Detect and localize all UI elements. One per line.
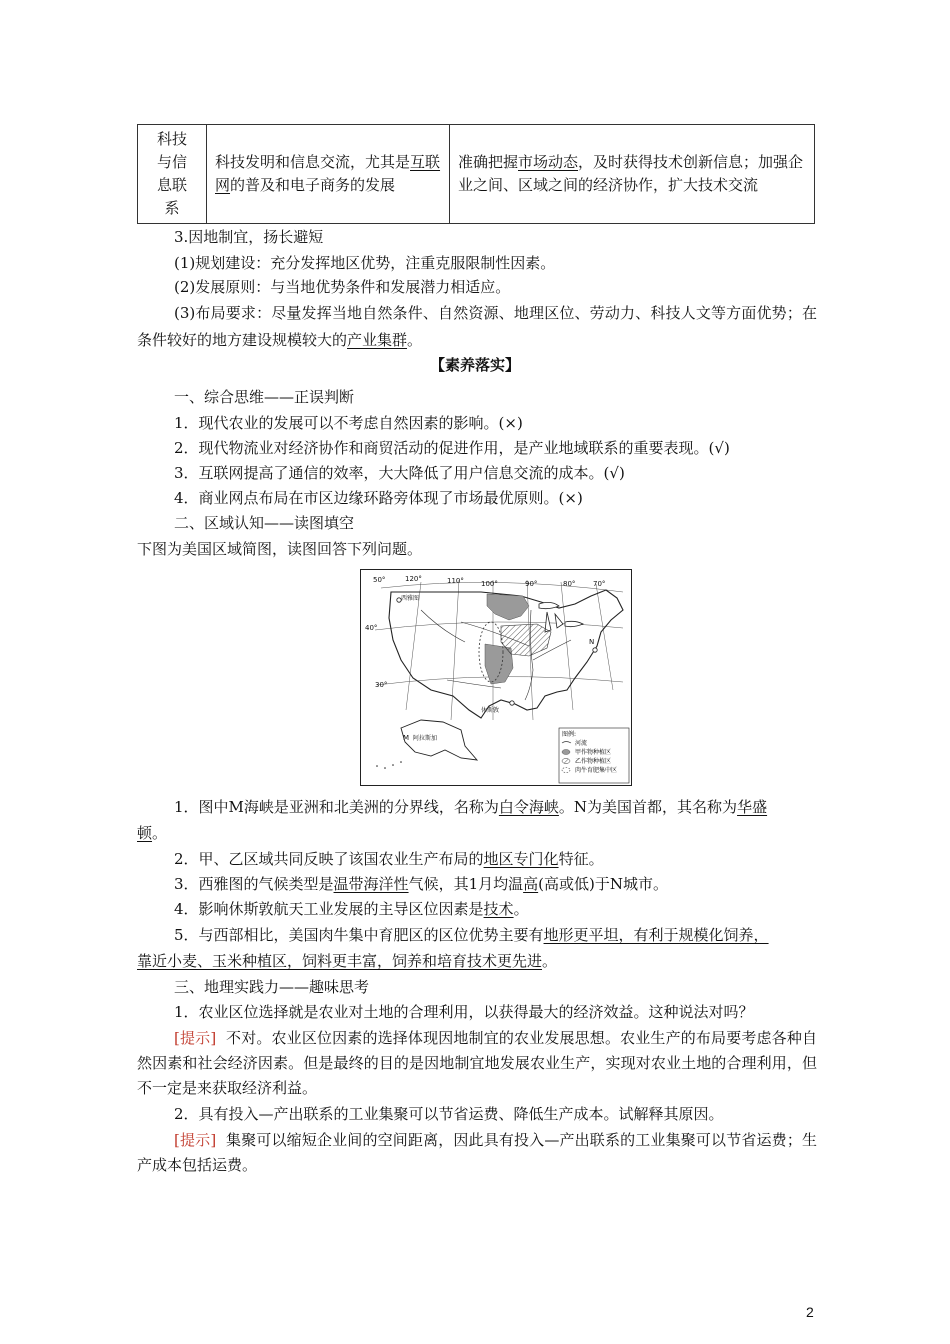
answer-underline: 华盛 xyxy=(737,798,768,816)
answer-underline: 温带海洋性 xyxy=(333,875,409,893)
answer-underline: 顿 xyxy=(137,824,153,842)
req-text: 准确把握 xyxy=(458,153,519,171)
part-title: 二、区域认知——读图填空 xyxy=(174,514,355,532)
text: 。 xyxy=(542,952,558,970)
text: (高或低)于N城市。 xyxy=(538,875,668,893)
table-cell-requirement xyxy=(450,125,815,224)
table-cell-description xyxy=(207,125,450,224)
lon-label: 120° xyxy=(405,575,422,583)
answer-underline: 地形更平坦，有利于规模化饲养， xyxy=(543,926,769,944)
answer-underline: 地区专门化 xyxy=(483,850,559,868)
legend-title: 图例: xyxy=(562,731,577,738)
answer-underline: 高 xyxy=(523,875,539,893)
lon-label: 90° xyxy=(525,580,538,588)
text: 特征。 xyxy=(558,850,604,868)
answer-underline: 技术 xyxy=(483,900,514,918)
judge-item: 1．现代农业的发展可以不考虑自然因素的影响。(×) xyxy=(174,414,523,432)
question xyxy=(137,796,854,818)
city-label-seattle: 西雅图 xyxy=(401,595,420,602)
factor-line: 息联 xyxy=(156,176,187,194)
answer-underline: 靠近小麦、玉米种植区，饲料更丰富，饲养和培育技术更先进 xyxy=(137,952,543,970)
map-legend xyxy=(559,728,629,783)
lon-label: 100° xyxy=(481,580,498,588)
section-header: 【素养落实】 xyxy=(429,356,520,374)
legend-item: 河流 xyxy=(575,740,588,747)
part-title: 一、综合思维——正误判断 xyxy=(174,388,355,406)
text: 气候，其1月均温 xyxy=(408,875,524,893)
text: 。 xyxy=(152,824,168,842)
strait-label-m: M xyxy=(403,734,410,742)
legend-item: 甲作物种植区 xyxy=(575,749,612,756)
answer-underline: 市场动态 xyxy=(518,153,579,171)
crop-b-area xyxy=(501,624,551,656)
table-row xyxy=(138,125,815,224)
text: 。 xyxy=(407,331,423,349)
answer-text: 集聚可以缩短企业间的空间距离，因此具有投入—产出联系的工业集聚可以节省运费；生产成本包括运费。 xyxy=(137,1131,817,1174)
answer-text: 不对。农业区位因素的选择体现因地制宜的农业发展思想。农业生产的布局要考虑各种自然因素和社会经济因素。但是最终的目的是因地制宜地发展农业生产，实现对农业土地的合理利用，但不一定是来获取经济利益。 xyxy=(137,1029,817,1097)
lon-label: 70° xyxy=(593,580,606,588)
factor-table xyxy=(137,124,815,224)
text: 4．影响休斯敦航天工业发展的主导区位因素是 xyxy=(174,900,484,918)
desc-text: 科技发明和信息交流，尤其是 xyxy=(215,153,411,171)
text: 2．甲、乙区域共同反映了该国农业生产布局的 xyxy=(174,850,484,868)
factor-line: 与信 xyxy=(156,153,187,171)
crop-a-area xyxy=(487,594,529,620)
answer-paragraph xyxy=(137,1128,817,1178)
legend-item: 肉牛育肥集中区 xyxy=(575,767,618,774)
text: 。 xyxy=(513,900,529,918)
text: (3)布局要求：尽量发挥当地自然条件、自然资源、地理区位、劳动力、科技人文等方面优势；在条件较好的地方建设规模较大的 xyxy=(137,304,817,349)
hint-label: [提示] xyxy=(174,1131,217,1149)
capital-label-n: N xyxy=(589,638,595,646)
islands xyxy=(376,761,402,769)
text: 5．与西部相比，美国肉牛集中育肥区的区位优势主要有 xyxy=(174,926,544,944)
section-title: 3.因地制宜，扬长避短 xyxy=(174,228,324,246)
judge-item: 4．商业网点布局在市区边缘环路旁体现了市场最优原则。(×) xyxy=(174,489,583,507)
answer-underline: 白令海峡 xyxy=(498,798,559,816)
factor-line: 系 xyxy=(164,199,180,217)
hint-label: [提示] xyxy=(174,1029,217,1047)
text: 。N为美国首都，其名称为 xyxy=(558,798,738,816)
question xyxy=(137,873,854,895)
judge-item: 3．互联网提高了通信的效率，大大降低了用户信息交流的成本。(√) xyxy=(174,464,625,482)
paragraph: (1)规划建设：充分发挥地区优势，注重克服限制性因素。 xyxy=(174,254,556,272)
question xyxy=(137,924,854,946)
lat-label: 50° xyxy=(373,576,386,584)
question: 1．农业区位选择就是农业对土地的合理利用，以获得最大的经济效益。这种说法对吗？ xyxy=(174,1003,754,1021)
paragraph xyxy=(137,300,817,354)
city-label-houston: 休斯敦 xyxy=(481,707,500,714)
answer-paragraph xyxy=(137,1026,817,1101)
lon-label: 80° xyxy=(563,580,576,588)
paragraph: (2)发展原则：与当地优势条件和发展潜力相适应。 xyxy=(174,278,511,296)
page-number: 2 xyxy=(806,1304,814,1320)
question-cont xyxy=(137,950,817,972)
text: 3．西雅图的气候类型是 xyxy=(174,875,334,893)
lat-label: 40° xyxy=(365,624,378,632)
question-cont xyxy=(137,822,817,844)
desc-text: 的普及和电子商务的发展 xyxy=(230,176,396,194)
factor-line: 科技 xyxy=(156,130,187,148)
req-text: ，及时获得技术创新信息；加强企业之间、区域之间的经济协作，扩大技术交流 xyxy=(458,153,804,194)
answer-underline: 产业集群 xyxy=(347,331,408,349)
text: 1．图中M海峡是亚洲和北美洲的分界线，名称为 xyxy=(174,798,499,816)
intro: 下图为美国区域简图，读图回答下列问题。 xyxy=(137,540,423,558)
question xyxy=(137,898,854,920)
map-svg xyxy=(361,570,631,785)
question: 2．具有投入—产出联系的工业集聚可以节省运费、降低生产成本。试解释其原因。 xyxy=(174,1105,724,1123)
lon-label: 110° xyxy=(447,577,464,585)
region-label-alaska: 阿拉斯加 xyxy=(413,735,438,742)
legend-item: 乙作物种植区 xyxy=(575,758,612,765)
answer-underline: 互联网 xyxy=(215,153,441,194)
judge-item: 2．现代物流业对经济协作和商贸活动的促进作用，是产业地域联系的重要表现。(√) xyxy=(174,439,730,457)
usa-map xyxy=(360,569,632,786)
part-title: 三、地理实践力——趣味思考 xyxy=(174,978,370,996)
question xyxy=(137,848,854,870)
lat-label: 30° xyxy=(375,681,388,689)
table-cell-factor xyxy=(138,125,207,224)
great-lakes xyxy=(539,602,583,632)
